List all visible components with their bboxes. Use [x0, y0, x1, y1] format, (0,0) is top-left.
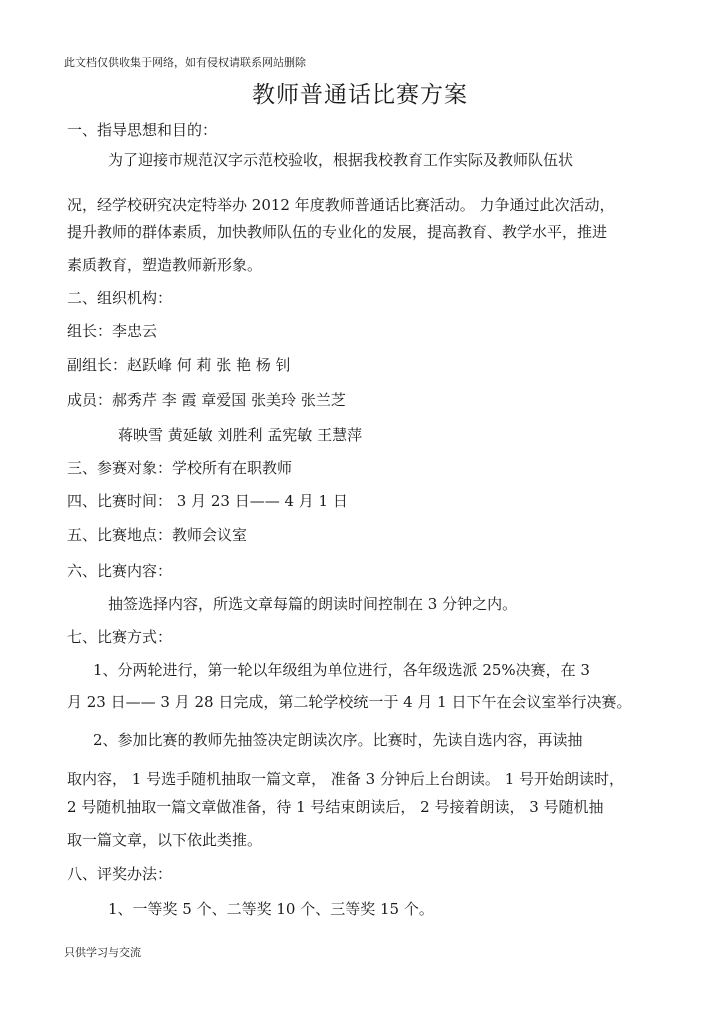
footer-note: 只供学习与交流: [64, 946, 141, 959]
section-heading: 六、比赛内容：: [67, 562, 173, 580]
section-heading: 四、比赛时间： 3 月 23 日—— 4 月 1 日: [67, 492, 348, 510]
paragraph-line: 2 号随机抽取一篇文章做准备，待 1 号结束朗读后， 2 号接着朗读， 3 号随机抽: [67, 798, 604, 816]
paragraph-line: 况，经学校研究决定特举办 2012 年度教师普通话比赛活动。 力争通过此次活动，: [67, 196, 615, 214]
paragraph-line: 抽签选择内容，所选文章每篇的朗读时间控制在 3 分钟之内。: [108, 595, 518, 613]
section-heading: 七、比赛方式：: [67, 628, 173, 646]
paragraph-line: 取内容， 1 号选手随机抽取一篇文章， 准备 3 分钟后上台朗读。 1 号开始朗读时，: [67, 770, 625, 788]
document-title: 教师普通话比赛方案: [252, 82, 468, 108]
paragraph-line: 1、一等奖 5 个、二等奖 10 个、三等奖 15 个。: [108, 900, 434, 918]
section-heading: 五、比赛地点：教师会议室: [67, 526, 248, 544]
paragraph-line: 取一篇文章，以下依此类推。: [67, 831, 263, 849]
section-heading: 二、组织机构：: [67, 289, 173, 307]
paragraph-line: 1、分两轮进行，第一轮以年级组为单位进行，各年级选派 25%决赛，在 3: [93, 661, 590, 679]
paragraph-line: 成员：郝秀芹 李 霞 章爱国 张美玲 张兰芝: [67, 391, 346, 409]
section-heading: 三、参赛对象：学校所有在职教师: [67, 459, 293, 477]
paragraph-line: 为了迎接市规范汉字示范校验收，根据我校教育工作实际及教师队伍状: [108, 151, 574, 169]
paragraph-line: 月 23 日—— 3 月 28 日完成，第二轮学校统一于 4 月 1 日下午在会议室举行决赛。: [67, 693, 632, 711]
paragraph-line: 素质教育，塑造教师新形象。: [67, 256, 263, 274]
paragraph-line: 组长：李忠云: [67, 322, 158, 340]
header-note: 此文档仅供收集于网络，如有侵权请联系网站删除: [64, 56, 306, 69]
section-heading: 一、指导思想和目的：: [67, 121, 218, 139]
paragraph-line: 2、参加比赛的教师先抽签决定朗读次序。比赛时，先读自选内容，再读抽: [93, 731, 583, 749]
section-heading: 八、评奖办法：: [67, 865, 173, 883]
paragraph-line: 提升教师的群体素质，加快教师队伍的专业化的发展，提高教育、教学水平，推进: [67, 223, 608, 241]
paragraph-line: 副组长：赵跃峰 何 莉 张 艳 杨 钊: [67, 356, 291, 374]
paragraph-line: 蒋映雪 黄延敏 刘胜利 孟宪敏 王慧萍: [118, 426, 363, 444]
